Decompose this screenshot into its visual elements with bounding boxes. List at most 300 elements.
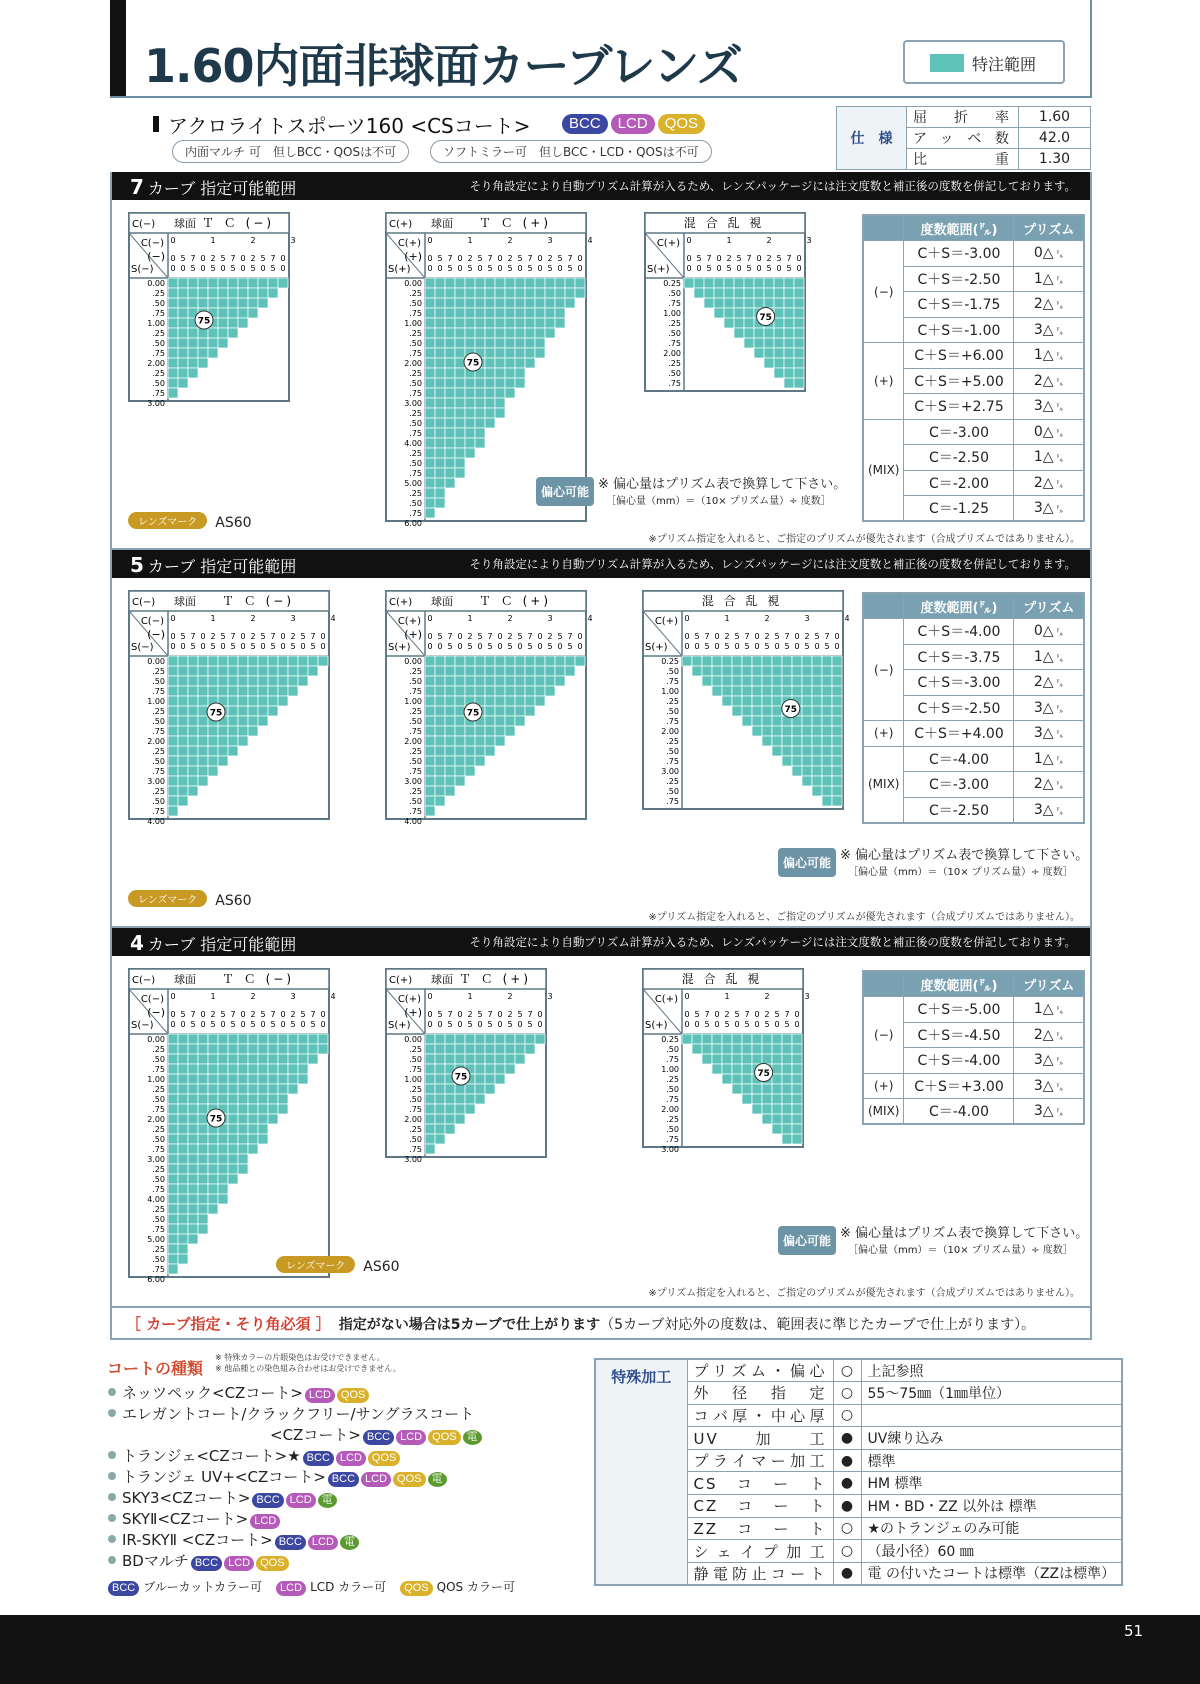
chart-col-digit: 7 [190,632,196,641]
chart-c-axis-label: C(+) [654,994,678,1005]
range-cell [445,368,455,378]
range-cell [485,726,495,736]
chart-col-digit: 0 [577,632,583,641]
range-cell [178,1074,188,1084]
chart-col-digit: 7 [270,632,276,641]
range-cell [208,1174,218,1184]
range-cell [495,666,505,676]
coat-name: ネッツペック<CZコート> [122,1384,303,1402]
prism-group: (+) [863,1073,904,1099]
chart-row-label: 0.00 [404,279,422,288]
range-cell [188,1094,198,1104]
range-cell [714,298,724,308]
range-cell [822,796,832,806]
prism-header-row [863,215,1084,241]
range-cell [445,776,455,786]
range-cell [298,1034,308,1044]
prism-group: (−) [863,241,904,343]
range-cell [435,756,445,766]
range-cell [198,1174,208,1184]
chart-row-label: 0.00 [404,657,422,666]
range-cell [734,288,744,298]
range-cell [188,786,198,796]
range-cell [455,468,465,478]
range-cell [198,1154,208,1164]
range-cell [455,1044,465,1054]
coat-badge: QOS [393,1472,425,1487]
chart-row-label: .50 [409,339,422,348]
special-mark: ● [833,1427,861,1450]
range-cell [485,328,495,338]
range-cell [465,318,475,328]
coat-item [270,1424,482,1445]
coat-name: SKY3<CZコート> [122,1489,251,1507]
range-cell [168,328,178,338]
legend-swatch [930,54,964,72]
range-cell [198,696,208,706]
range-cell [208,328,218,338]
range-cell [545,278,555,288]
range-cell [774,318,784,328]
range-cell [535,318,545,328]
range-cell [188,666,198,676]
lens-mark-label: レンズマーク [128,890,207,907]
chart-col-digit: 5 [704,642,710,651]
range-cell [198,358,208,368]
prism-range: C＋S＝-1.00 [904,317,1014,343]
range-cell [445,328,455,338]
range-cell [455,686,465,696]
chart-col-digit: 7 [310,632,316,641]
range-cell [754,348,764,358]
range-cell [238,686,248,696]
chart-col-digit: 5 [786,264,792,273]
range-cell [784,338,794,348]
range-cell [505,666,515,676]
range-cell [228,1084,238,1094]
coat-name: IR-SKYⅡ <CZコート> [122,1531,273,1549]
chart-row-label: 0.00 [147,279,165,288]
range-cell [178,776,188,786]
chart-row-label: 1.00 [147,319,165,328]
range-cell [545,298,555,308]
range-cell [178,1224,188,1234]
chart-col-digit: 2 [507,632,513,641]
chart-col-digit: 7 [447,1010,453,1019]
range-cell [565,298,575,308]
range-cell [445,726,455,736]
range-cell [505,1044,515,1054]
chart-col-digit: 7 [567,632,573,641]
chart-row-label: 1.00 [404,697,422,706]
prism-range: C＋S＝+2.75 [904,394,1014,420]
chart-col-digit: 0 [240,1020,246,1029]
coat-item [108,1550,289,1571]
range-cell [208,766,218,776]
range-cell [455,378,465,388]
range-cell [535,1034,545,1044]
range-cell [258,1084,268,1094]
range-cell [228,1174,238,1184]
range-cell [774,328,784,338]
range-cell [742,656,752,666]
range-cell [455,726,465,736]
range-cell [744,288,754,298]
chart-row-label: .25 [152,1205,165,1214]
range-cell [774,298,784,308]
lens-mark-label: レンズマーク [128,512,207,529]
chart-col-major-label: 0 [684,614,690,623]
eccentric-note [778,1226,1088,1259]
range-cell [288,666,298,676]
prism-value [1014,496,1084,522]
range-cell [178,716,188,726]
range-cell [278,1064,288,1074]
range-cell [762,1044,772,1054]
chart-col-digit: 5 [437,632,443,641]
range-cell [692,656,702,666]
chart-row-label: 0.00 [147,657,165,666]
range-cell [288,1054,298,1064]
chart-col-major-label: 2 [764,992,770,1001]
range-cell [168,278,178,288]
chart-col-digit: 0 [457,632,463,641]
spec-value: 1.60 [1019,107,1091,128]
chart-row-label: 1.00 [661,687,679,696]
range-cell [692,666,702,676]
prism-range: C＝-2.50 [904,445,1014,471]
range-cell [732,1074,742,1084]
range-cell [832,686,842,696]
range-cell [812,776,822,786]
range-cell [188,358,198,368]
chart-col-major-label: 2 [507,992,513,1001]
range-cell [722,1054,732,1064]
prism-row [863,997,1084,1023]
range-cell [425,1104,435,1114]
range-cell [792,666,802,676]
chart-row-label: .25 [666,1075,679,1084]
prism-header-range [904,971,1014,997]
spec-value: 42.0 [1019,128,1091,149]
prism-row [863,241,1084,267]
chart-col-digit: 7 [744,1010,750,1019]
prism-unit: ㌦ [1055,454,1064,464]
range-cell [278,1044,288,1054]
special-name: プライマー加工 [687,1449,833,1472]
header-right-border [1090,0,1092,98]
range-cell [742,666,752,676]
range-cell [218,1144,228,1154]
range-cell [495,298,505,308]
chart-col-digit: 7 [190,254,196,263]
range-cell [238,696,248,706]
chart-col-digit: 0 [300,1020,306,1029]
range-cell [772,1074,782,1084]
range-cell [485,288,495,298]
range-cell [425,438,435,448]
range-cell [782,676,792,686]
range-cell [475,388,485,398]
range-cell [762,656,772,666]
range-cell [168,746,178,756]
chart-sph-label: 球面 [431,217,453,230]
chart-col-major-label: 3 [290,992,296,1001]
range-cell [208,1044,218,1054]
chart-row-label: .25 [666,1115,679,1124]
prism-unit: ㌦ [1055,781,1064,791]
range-cell [288,1044,298,1054]
range-cell [168,1144,178,1154]
range-cell [288,686,298,696]
range-cell [248,1124,258,1134]
range-cell [832,656,842,666]
prism-value [1014,470,1084,496]
range-cell [168,1104,178,1114]
range-cell [218,318,228,328]
section-curve-5 [110,550,1092,928]
range-cell [495,348,505,358]
chart-col-digit: 0 [794,1010,800,1019]
range-cell [238,656,248,666]
chart-row-label: 5.00 [147,1235,165,1244]
range-cell [198,666,208,676]
range-cell [764,298,774,308]
range-cell [188,746,198,756]
prism-value [1014,1022,1084,1048]
range-cell [772,696,782,706]
chart-col-digit: 5 [250,264,256,273]
range-cell [188,1034,198,1044]
coat-item [108,1382,369,1403]
chart-col-digit: 0 [517,642,523,651]
range-cell [455,368,465,378]
range-cell [198,1034,208,1044]
special-detail: 55～75㎜（1㎜単位） [861,1382,1122,1405]
chart-col-major-label: 0 [686,236,692,245]
range-cell [218,1134,228,1144]
chart-col-digit: 5 [477,1010,483,1019]
range-cell [178,338,188,348]
range-cell [822,776,832,786]
chart-col-digit: 0 [170,264,176,273]
range-cell [784,278,794,288]
coat-bullet-icon [108,1451,116,1459]
chart-col-major-label: 3 [547,614,553,623]
chart-col-digit: 0 [427,1020,433,1029]
range-cell [485,676,495,686]
chart-col-digit: 7 [784,1010,790,1019]
chart-row-label: .75 [152,1105,165,1114]
range-cell [188,338,198,348]
chart-c-axis-label: C(+) [397,238,421,249]
range-cell [278,1104,288,1114]
range-cell [485,746,495,756]
chart-row-label: .50 [409,1135,422,1144]
range-cell [712,1054,722,1064]
range-cell [702,676,712,686]
chart-c-label: C(−) [132,975,156,986]
range-cell [268,1104,278,1114]
range-cell [445,288,455,298]
chart-row-label: .75 [668,299,681,308]
chart-col-digit: 5 [694,1010,700,1019]
range-cell [238,1104,248,1114]
range-cell [228,1134,238,1144]
prism-range: C＋S＝-3.00 [904,241,1014,267]
range-cell [445,706,455,716]
chart-row-label: .25 [409,747,422,756]
range-cell [208,1204,218,1214]
range-cell [525,676,535,686]
prism-range: C＝-4.00 [904,1099,1014,1125]
range-cell [485,378,495,388]
prism-amount: 1△ [1033,347,1054,364]
chart-col-digit: 5 [230,642,236,651]
range-cell [258,1134,268,1144]
chart-col-digit: 2 [290,1010,296,1019]
range-cell [435,776,445,786]
range-cell [268,666,278,676]
chart-col-digit: 2 [547,632,553,641]
chart-row-label: .50 [666,1125,679,1134]
chart-row-label: .25 [152,1165,165,1174]
range-cell [228,308,238,318]
range-cell [485,398,495,408]
range-cell [495,358,505,368]
chart-col-digit: 0 [260,264,266,273]
range-cell [792,1034,802,1044]
range-cell [228,288,238,298]
range-cell [238,278,248,288]
chart-row-label: .50 [152,797,165,806]
chart-row-label: .50 [668,329,681,338]
range-cell [565,656,575,666]
range-cell [475,338,485,348]
chart-col-digit: 0 [180,642,186,651]
chart-col-digit: 5 [517,254,523,263]
chart-col-digit: 0 [170,632,176,641]
prism-header-range-text: 度数範囲 [920,222,973,238]
range-cell [188,328,198,338]
range-cell [832,746,842,756]
badge-legend [108,1578,529,1596]
range-cell [832,756,842,766]
range-cell [288,676,298,686]
range-cell [188,726,198,736]
chart-row-label: .25 [409,289,422,298]
range-cell [535,298,545,308]
range-cell [485,666,495,676]
range-cell [455,1114,465,1124]
chart-col-digit: 5 [507,642,513,651]
range-cell [435,308,445,318]
prism-row [863,1073,1084,1099]
chart-row-label: .25 [152,369,165,378]
chart-col-digit: 0 [280,632,286,641]
chart-row-label: .25 [152,707,165,716]
chart-col-digit: 5 [704,1020,710,1029]
chart-col-digit: 0 [756,264,762,273]
range-cell [218,1094,228,1104]
range-cell [248,676,258,686]
range-cell [812,716,822,726]
range-cell [258,666,268,676]
section-curve-7 [110,172,1092,550]
chart-row-label: 0.00 [147,1035,165,1044]
range-cell [465,726,475,736]
range-cell [455,298,465,308]
coat-name: SKYⅡ<CZコート> [122,1510,249,1528]
range-cell [208,746,218,756]
eccentric-line1: ※ 偏心量はプリズム表で換算して下さい。 [598,477,847,492]
chart-col-major-label: 0 [684,992,690,1001]
chart-row-label: .75 [409,1105,422,1114]
base-curve-label: 75 [197,316,211,327]
range-cell [445,676,455,686]
range-cell [425,298,435,308]
base-curve-label: 75 [759,313,772,323]
chart-row-label: .25 [152,1085,165,1094]
chart-col-digit: 5 [477,254,483,263]
range-cell [555,298,565,308]
range-cell [188,1164,198,1174]
range-cell [515,318,525,328]
range-cell [238,1054,248,1064]
prism-value [1014,1073,1084,1099]
range-cell [168,1034,178,1044]
range-cell [734,318,744,328]
chart-col-digit: 0 [200,254,206,263]
range-cell [495,388,505,398]
range-cell [792,1074,802,1084]
range-cell [495,736,505,746]
range-cell [505,308,515,318]
range-cell [684,278,694,288]
chart-sph-sign: (−) [147,628,165,641]
range-cell [505,716,515,726]
chart-row-label: .50 [409,459,422,468]
range-cell [218,1174,228,1184]
range-cell [774,338,784,348]
special-detail: （最小径）60 ㎜ [861,1540,1122,1563]
range-cell [802,736,812,746]
range-cell [198,348,208,358]
range-cell [198,746,208,756]
lens-mark [276,1256,400,1275]
range-cell [435,368,445,378]
range-cell [455,438,465,448]
range-cell [724,308,734,318]
range-cell [445,756,455,766]
range-cell [485,408,495,418]
range-cell [535,288,545,298]
range-cell [722,1034,732,1044]
range-cell [505,1064,515,1074]
base-curve-label: 75 [209,708,223,719]
chart-col-digit: 0 [280,1010,286,1019]
range-cell [238,1034,248,1044]
chart-col-digit: 0 [537,264,543,273]
range-cell [694,278,704,288]
range-cell [545,308,555,318]
range-cell [465,686,475,696]
range-cell [772,706,782,716]
range-cell [178,1084,188,1094]
prism-value [1014,997,1084,1023]
chart-col-digit: 0 [280,254,286,263]
range-cell [455,776,465,786]
